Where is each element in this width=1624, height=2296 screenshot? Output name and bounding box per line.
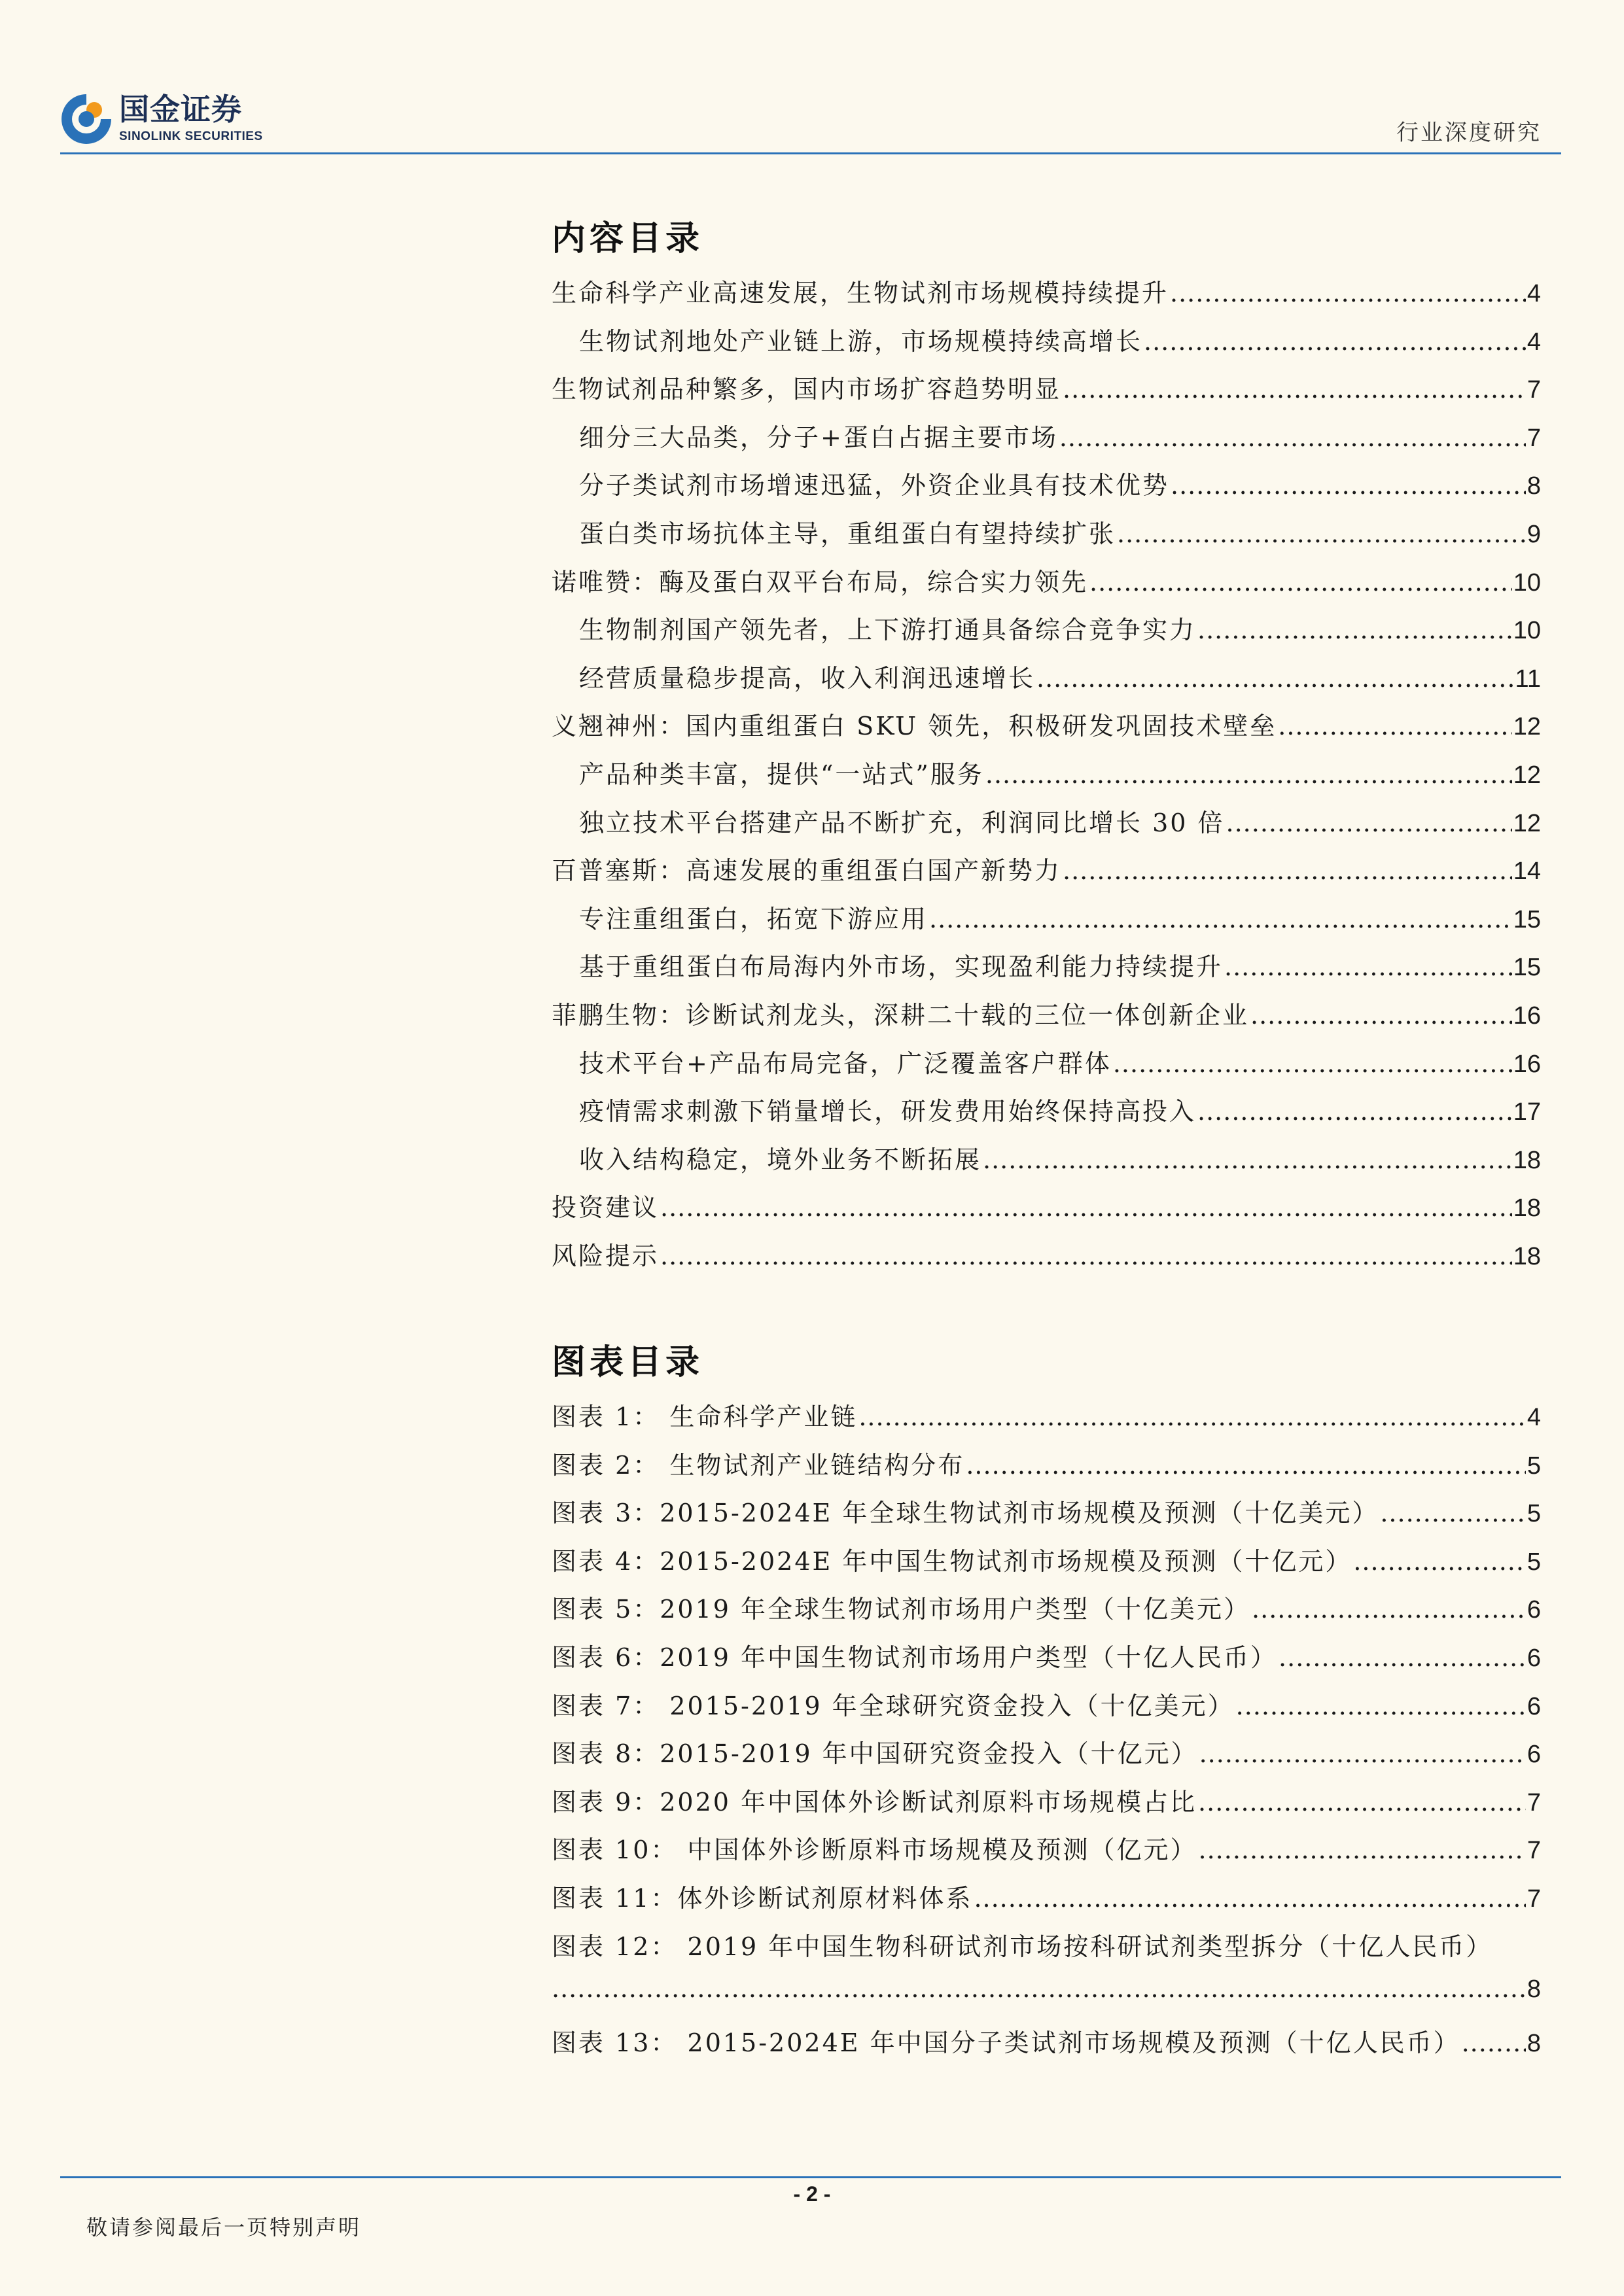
- figure-entry-label: 图表 4：2015-2024E 年中国生物试剂市场规模及预测（十亿元）: [552, 1546, 1352, 1576]
- dot-leader: [1199, 1739, 1526, 1768]
- toc-entry[interactable]: [552, 273, 1541, 321]
- figure-entry-page: 7: [1527, 1788, 1541, 1817]
- toc-entry-page: 9: [1527, 520, 1541, 548]
- toc-entry[interactable]: [552, 947, 1541, 995]
- dot-leader: [1199, 1835, 1526, 1864]
- toc-entry-page: 18: [1513, 1146, 1541, 1174]
- dot-leader: [966, 1451, 1526, 1480]
- toc-entry-label: 诺唯赞：酶及蛋白双平台布局，综合实力领先: [552, 567, 1089, 597]
- toc-entry[interactable]: [552, 850, 1541, 899]
- dot-leader: [1197, 616, 1512, 644]
- figure-entry[interactable]: [552, 1733, 1541, 1782]
- figure-entry-page: 5: [1527, 1548, 1541, 1576]
- figure-entry-label: 图表 10： 中国体外诊断原料市场规模及预测（亿元）: [552, 1835, 1197, 1865]
- toc-entry-label: 生物试剂地处产业链上游，市场规模持续高增长: [579, 326, 1143, 356]
- header-divider: [60, 152, 1561, 154]
- dot-leader: [660, 1193, 1512, 1222]
- figure-entry[interactable]: [552, 1637, 1541, 1686]
- toc-entry-page: 7: [1527, 376, 1541, 404]
- figure-entry-page: 8: [1527, 1975, 1541, 2004]
- toc-entry-label: 义翘神州：国内重组蛋白 SKU 领先，积极研发巩固技术壁垒: [552, 712, 1277, 741]
- toc-entry[interactable]: [552, 658, 1541, 706]
- toc-entry-label: 风险提示: [552, 1241, 660, 1270]
- dot-leader: [1036, 664, 1514, 693]
- toc-entry-label: 生物制剂国产领先者，上下游打通具备综合竞争实力: [579, 616, 1197, 645]
- dot-leader: [1059, 423, 1526, 452]
- figure-entry-page: 5: [1527, 1452, 1541, 1480]
- toc-entry-page: 18: [1513, 1242, 1541, 1270]
- dot-leader: [1278, 712, 1511, 740]
- toc-entry[interactable]: [552, 1139, 1541, 1188]
- figure-entry-page: 6: [1527, 1596, 1541, 1624]
- dot-leader: [1236, 1692, 1526, 1720]
- dot-leader: [1250, 1001, 1512, 1030]
- toc-entry-label: 菲鹏生物：诊断试剂龙头，深耕二十载的三位一体创新企业: [552, 1000, 1250, 1030]
- toc-entry-label: 基于重组蛋白布局海内外市场，实现盈利能力持续提升: [579, 952, 1224, 982]
- logo-english-name: SINOLINK SECURITIES: [119, 130, 263, 143]
- figure-list: [552, 1397, 1541, 2070]
- figure-entry[interactable]: [552, 1830, 1541, 1878]
- dot-leader: [1063, 375, 1526, 404]
- toc-title: 内容目录: [552, 219, 704, 258]
- toc-entry-label: 独立技术平台搭建产品不断扩充，利润同比增长 30 倍: [579, 808, 1225, 837]
- figure-entry-label: 图表 5：2019 年全球生物试剂市场用户类型（十亿美元）: [552, 1595, 1251, 1624]
- toc-entry-label: 收入结构稳定，境外业务不断拓展: [579, 1145, 982, 1174]
- figure-entry-page: 7: [1527, 1837, 1541, 1865]
- figure-entry-page: 8: [1527, 2029, 1541, 2057]
- toc-entry[interactable]: [552, 706, 1541, 754]
- toc-entry[interactable]: [552, 1091, 1541, 1139]
- footer-divider: [60, 2176, 1561, 2178]
- dot-leader: [858, 1402, 1526, 1431]
- dot-leader: [1197, 1097, 1512, 1126]
- dot-leader: [1089, 568, 1512, 597]
- dot-leader: [1380, 1499, 1526, 1527]
- figure-list-title: 图表目录: [552, 1343, 704, 1382]
- toc-entry-label: 生命科学产业高速发展，生物试剂市场规模持续提升: [552, 279, 1169, 307]
- dot-leader: [1252, 1595, 1526, 1624]
- dot-leader: [660, 1242, 1512, 1270]
- toc-entry-page: 12: [1513, 713, 1541, 741]
- toc-entry-page: 15: [1513, 954, 1541, 982]
- dot-leader: [1144, 327, 1526, 356]
- footer-disclaimer: 敬请参阅最后一页特别声明: [86, 2215, 362, 2240]
- toc-entry[interactable]: [552, 321, 1541, 370]
- figure-entry[interactable]: [552, 1878, 1541, 1926]
- toc-entry-page: 15: [1513, 905, 1541, 933]
- figure-entry[interactable]: [552, 1782, 1541, 1830]
- toc-entry-label: 生物试剂品种繁多，国内市场扩容趋势明显: [552, 375, 1062, 404]
- figure-entry[interactable]: [552, 1589, 1541, 1637]
- toc-entry-page: 17: [1513, 1098, 1541, 1126]
- toc-list: [552, 273, 1541, 1283]
- dot-leader: [985, 760, 1512, 789]
- figure-entry-continuation[interactable]: [552, 1974, 1541, 2023]
- company-logo: [60, 93, 263, 145]
- figure-entry-page: 5: [1527, 1500, 1541, 1528]
- dot-leader: [1224, 952, 1512, 981]
- toc-entry[interactable]: [552, 1187, 1541, 1236]
- toc-entry-page: 16: [1513, 1050, 1541, 1078]
- toc-entry-page: 12: [1513, 761, 1541, 789]
- page-number: - 2 -: [793, 2182, 831, 2206]
- toc-entry-label: 细分三大品类，分子+蛋白占据主要市场: [579, 423, 1058, 452]
- toc-entry[interactable]: [552, 995, 1541, 1043]
- toc-entry-label: 技术平台+产品布局完备，广泛覆盖客户群体: [579, 1049, 1112, 1078]
- toc-entry-label: 疫情需求刺激下销量增长，研发费用始终保持高投入: [579, 1097, 1197, 1126]
- figure-entry-label: 图表 11：体外诊断试剂原材料体系: [552, 1883, 973, 1913]
- toc-entry-page: 10: [1513, 568, 1541, 597]
- toc-entry-label: 产品种类丰富，提供“一站式”服务: [579, 759, 984, 789]
- dot-leader: [983, 1145, 1512, 1174]
- toc-entry[interactable]: [552, 369, 1541, 417]
- report-type: 行业深度研究: [1396, 120, 1542, 146]
- toc-entry[interactable]: [552, 465, 1541, 513]
- toc-entry-page: 8: [1527, 472, 1541, 500]
- toc-entry[interactable]: [552, 562, 1541, 610]
- figure-entry-label: 图表 3：2015-2024E 年全球生物试剂市场规模及预测（十亿美元）: [552, 1499, 1379, 1528]
- toc-entry-page: 10: [1513, 617, 1541, 645]
- toc-entry[interactable]: [552, 610, 1541, 658]
- logo-chinese-name: 国金证券: [119, 92, 242, 127]
- toc-entry-label: 蛋白类市场抗体主导，重组蛋白有望持续扩张: [579, 519, 1116, 548]
- figure-entry[interactable]: [552, 1541, 1541, 1590]
- toc-entry[interactable]: [552, 1043, 1541, 1092]
- figure-entry[interactable]: [552, 1686, 1541, 1734]
- toc-entry-page: 18: [1513, 1194, 1541, 1223]
- figure-entry-page: 6: [1527, 1644, 1541, 1672]
- figure-entry-page: 6: [1527, 1692, 1541, 1720]
- figure-entry[interactable]: [552, 2023, 1541, 2071]
- toc-entry-page: 11: [1515, 665, 1541, 693]
- figure-entry-label: 图表 7： 2015-2019 年全球研究资金投入（十亿美元）: [552, 1691, 1235, 1720]
- dot-leader: [1170, 279, 1526, 307]
- dot-leader: [1063, 856, 1512, 885]
- toc-entry-page: 12: [1513, 809, 1541, 837]
- dot-leader: [552, 1974, 1526, 2003]
- dot-leader: [1279, 1643, 1526, 1672]
- figure-entry-label: 图表 8：2015-2019 年中国研究资金投入（十亿元）: [552, 1739, 1198, 1769]
- toc-entry[interactable]: [552, 1236, 1541, 1284]
- toc-entry-label: 经营质量稳步提高，收入利润迅速增长: [579, 663, 1036, 693]
- figure-entry-label: 图表 13： 2015-2024E 年中国分子类试剂市场规模及预测（十亿人民币）: [552, 2028, 1460, 2057]
- toc-entry-page: 7: [1527, 424, 1541, 452]
- figure-entry[interactable]: [552, 1445, 1541, 1493]
- toc-entry-label: 百普塞斯：高速发展的重组蛋白国产新势力: [552, 856, 1062, 886]
- toc-entry[interactable]: [552, 803, 1541, 851]
- sinolink-logo-icon: [60, 93, 113, 145]
- toc-entry-page: 4: [1527, 280, 1541, 307]
- figure-entry[interactable]: [552, 1926, 1541, 1975]
- toc-entry-label: 分子类试剂市场增速迅猛，外资企业具有技术优势: [579, 471, 1170, 500]
- dot-leader: [1117, 519, 1526, 548]
- toc-entry-label: 投资建议: [552, 1193, 660, 1223]
- dot-leader: [1462, 2028, 1526, 2057]
- figure-entry-label: 图表 12： 2019 年中国生物科研试剂市场按科研试剂类型拆分（十亿人民币）: [552, 1932, 1493, 1961]
- figure-entry-page: 6: [1527, 1741, 1541, 1769]
- dot-leader: [1353, 1547, 1526, 1576]
- figure-entry-label: 图表 1： 生命科学产业链: [552, 1402, 858, 1431]
- dot-leader: [1113, 1049, 1512, 1078]
- figure-entry-label: 图表 6：2019 年中国生物试剂市场用户类型（十亿人民币）: [552, 1643, 1278, 1672]
- dot-leader: [974, 1884, 1525, 1913]
- toc-entry-page: 14: [1513, 858, 1541, 886]
- figure-entry-label: 图表 2： 生物试剂产业链结构分布: [552, 1450, 965, 1480]
- toc-entry-page: 4: [1527, 328, 1541, 356]
- toc-entry[interactable]: [552, 899, 1541, 947]
- dot-leader: [1198, 1788, 1526, 1817]
- toc-entry-page: 16: [1513, 1001, 1541, 1030]
- toc-entry[interactable]: [552, 754, 1541, 803]
- toc-entry[interactable]: [552, 417, 1541, 466]
- dot-leader: [1226, 809, 1512, 837]
- dot-leader: [929, 905, 1512, 933]
- figure-entry-label: 图表 9：2020 年中国体外诊断试剂原料市场规模占比: [552, 1787, 1197, 1817]
- figure-entry-page: 4: [1527, 1404, 1541, 1431]
- toc-entry[interactable]: [552, 513, 1541, 562]
- figure-entry-page: 7: [1527, 1885, 1541, 1913]
- dot-leader: [1171, 471, 1526, 500]
- toc-entry-label: 专注重组蛋白，拓宽下游应用: [579, 904, 928, 933]
- figure-entry[interactable]: [552, 1397, 1541, 1445]
- figure-entry[interactable]: [552, 1493, 1541, 1541]
